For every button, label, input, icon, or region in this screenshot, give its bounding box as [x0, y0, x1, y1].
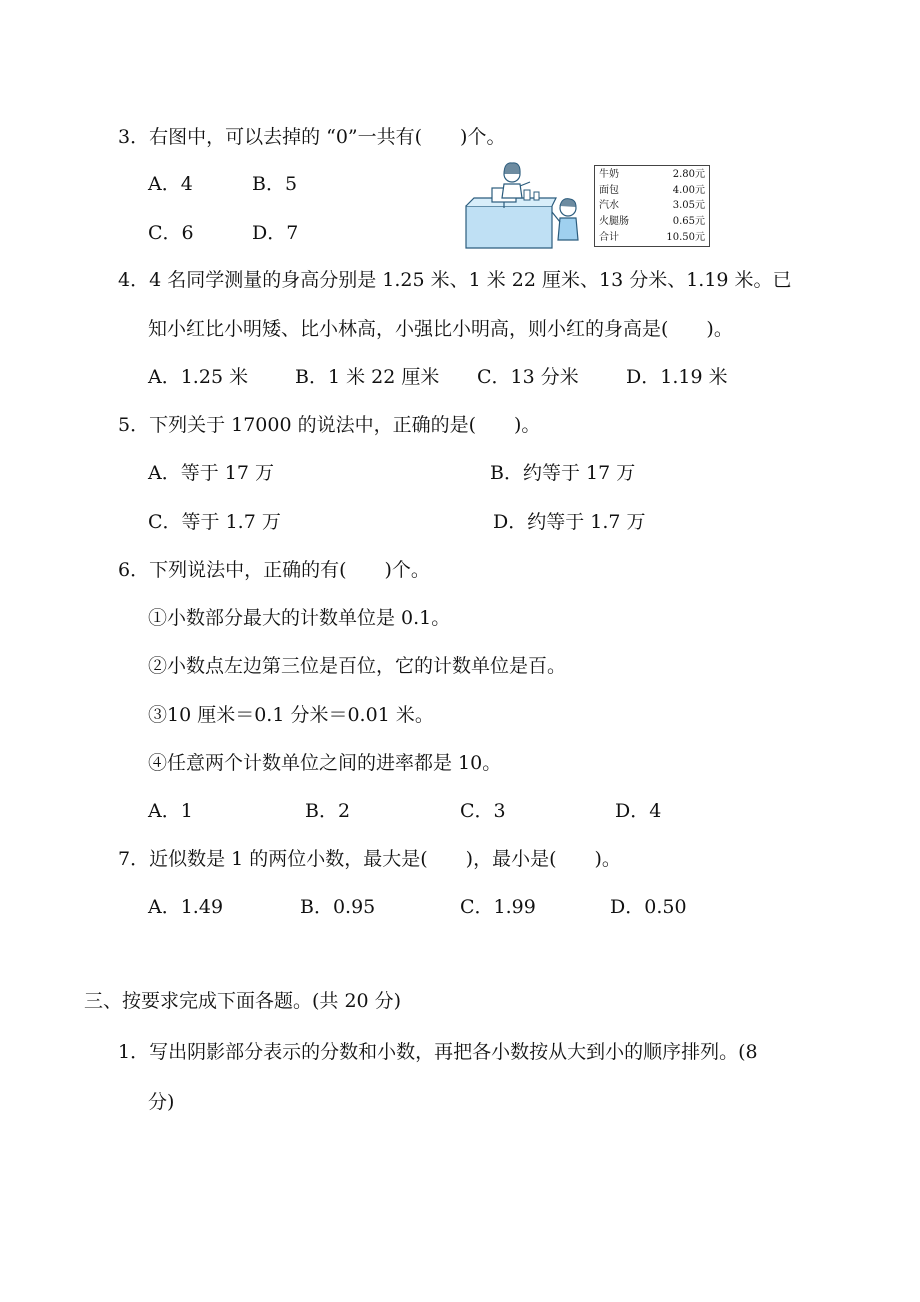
q5-option-c[interactable]: C．等于 1.7 万	[148, 511, 281, 533]
q6-option-c[interactable]: C．3	[460, 800, 506, 822]
q6-statement-2: ②小数点左边第三位是百位，它的计数单位是百。	[148, 655, 567, 677]
q6-option-a[interactable]: A．1	[148, 800, 193, 822]
q6-statement-3: ③10 厘米＝0.1 分米＝0.01 米。	[148, 704, 434, 726]
q6-statement-1: ①小数部分最大的计数单位是 0.1。	[148, 607, 451, 629]
item-name: 合计	[599, 232, 619, 244]
section3-q1-line2: 分)	[148, 1091, 175, 1113]
q7-option-d[interactable]: D．0.50	[610, 896, 687, 918]
item-price: 0.65元	[672, 216, 705, 228]
q6-stem: 6．下列说法中，正确的有( )个。	[118, 559, 430, 581]
item-name: 火腿肠	[599, 216, 629, 228]
q4-option-c[interactable]: C．13 分米	[477, 366, 579, 388]
item-price: 10.50元	[666, 232, 705, 244]
item-name: 面包	[599, 184, 619, 196]
q4-option-a[interactable]: A．1.25 米	[148, 366, 249, 388]
q3-stem: 3．右图中，可以去掉的 “0”一共有( )个。	[118, 126, 506, 148]
item-name: 汽水	[599, 200, 619, 212]
q5-option-b[interactable]: B．约等于 17 万	[490, 462, 636, 484]
q6-option-b[interactable]: B．2	[305, 800, 351, 822]
q7-option-a[interactable]: A．1.49	[148, 896, 224, 918]
q5-stem: 5．下列关于 17000 的说法中，正确的是( )。	[118, 414, 541, 436]
q7-stem: 7．近似数是 1 的两位小数，最大是( )，最小是( )。	[118, 848, 621, 870]
q4-stem-line2: 知小红比小明矮、比小林高，小强比小明高，则小红的身高是( )。	[148, 318, 733, 340]
shop-illustration	[464, 160, 584, 256]
price-row	[595, 166, 710, 183]
item-price: 3.05元	[672, 200, 705, 212]
q3-option-a[interactable]: A．4	[148, 173, 193, 195]
price-row	[595, 182, 710, 198]
q3-option-d[interactable]: D．7	[252, 222, 299, 244]
q6-option-d[interactable]: D．4	[615, 800, 662, 822]
price-row	[595, 198, 710, 214]
q3-option-c[interactable]: C．6	[148, 222, 194, 244]
q5-option-a[interactable]: A．等于 17 万	[148, 462, 274, 484]
q6-statement-4: ④任意两个计数单位之间的进率都是 10。	[148, 752, 502, 774]
q3-option-b[interactable]: B．5	[252, 173, 298, 195]
item-price: 4.00元	[672, 184, 705, 196]
section3-q1-line1: 1．写出阴影部分表示的分数和小数，再把各小数按从大到小的顺序排列。(8	[118, 1041, 758, 1063]
q7-option-c[interactable]: C．1.99	[460, 896, 536, 918]
item-price: 2.80元	[672, 168, 705, 180]
price-row	[595, 214, 710, 230]
q4-option-d[interactable]: D．1.19 米	[626, 366, 728, 388]
q4-option-b[interactable]: B．1 米 22 厘米	[295, 366, 440, 388]
q5-option-d[interactable]: D．约等于 1.7 万	[493, 511, 646, 533]
price-list-table	[594, 165, 710, 247]
price-row	[595, 230, 710, 247]
item-name: 牛奶	[599, 168, 619, 180]
q7-option-b[interactable]: B．0.95	[300, 896, 376, 918]
q4-stem-line1: 4．4 名同学测量的身高分别是 1.25 米、1 米 22 厘米、13 分米、1.19 米。已	[118, 269, 792, 291]
section3-heading: 三、按要求完成下面各题。(共 20 分)	[84, 990, 402, 1012]
